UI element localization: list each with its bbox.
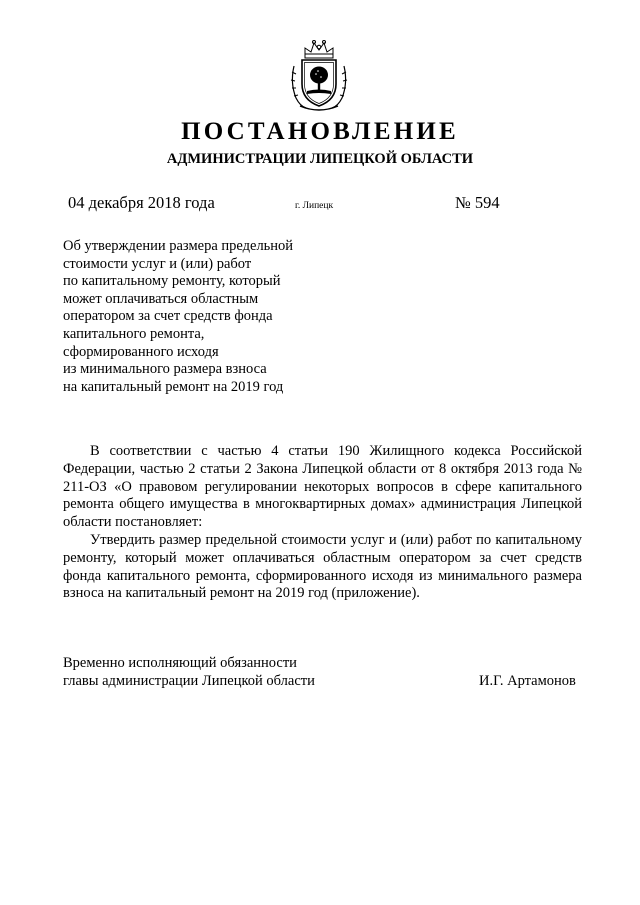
subject-line: оператором за счет средств фонда [63,308,273,325]
signatory-position [63,655,315,691]
signatory-position-line: главы администрации Липецкой области [63,672,315,689]
subject-line: Об утверждении размера предельной [63,238,294,254]
document-date: 04 декабря 2018 года [68,193,215,212]
subject-line: из минимального размера взноса [63,361,267,378]
signatory-name: И.Г. Артамонов [479,673,576,689]
coat-of-arms-icon [288,38,350,114]
body-paragraph-preamble: В соответствии с частью 4 статьи 190 Жилищного кодекса Российской Федерации, частью 2 статьи 2 Закона Липецкой области от 8 октября 2013 года № 211-ОЗ «О правовом регулировании некоторых вопросов в сфере капитального ремонта общего имущества в многоквартирных домах» администрация Липецкой области постановляет: [63,443,582,531]
subject-line: по капитальному ремонту, который [63,273,281,290]
body-paragraph-resolution: Утвердить размер предельной стоимости услуг и (или) работ по капитальному ремонту, который может оплачиваться областным оператором за счет средств фонда капитального ремонта, сформированного исходя из минимального размера взноса на капитальный ремонт на 2019 год (приложение). [63,531,582,602]
subject-line: капитального ремонта, [63,325,205,342]
document-title: ПОСТАНОВЛЕНИЕ [181,118,459,145]
document-number: № 594 [455,193,500,212]
subject-line: на капитальный ремонт на 2019 год [63,378,284,395]
issuing-authority: АДМИНИСТРАЦИИ ЛИПЕЦКОЙ ОБЛАСТИ [166,151,474,167]
document-body [63,443,582,603]
subject-line: сформированного исходя [63,343,219,360]
subject-line: может оплачиваться областным [63,290,259,307]
signatory-position-line: Временно исполняющий обязанности [63,655,297,671]
document-city: г. Липецк [295,201,334,211]
subject-line: стоимости услуг и (или) работ [63,255,252,272]
document-subject [63,238,323,396]
